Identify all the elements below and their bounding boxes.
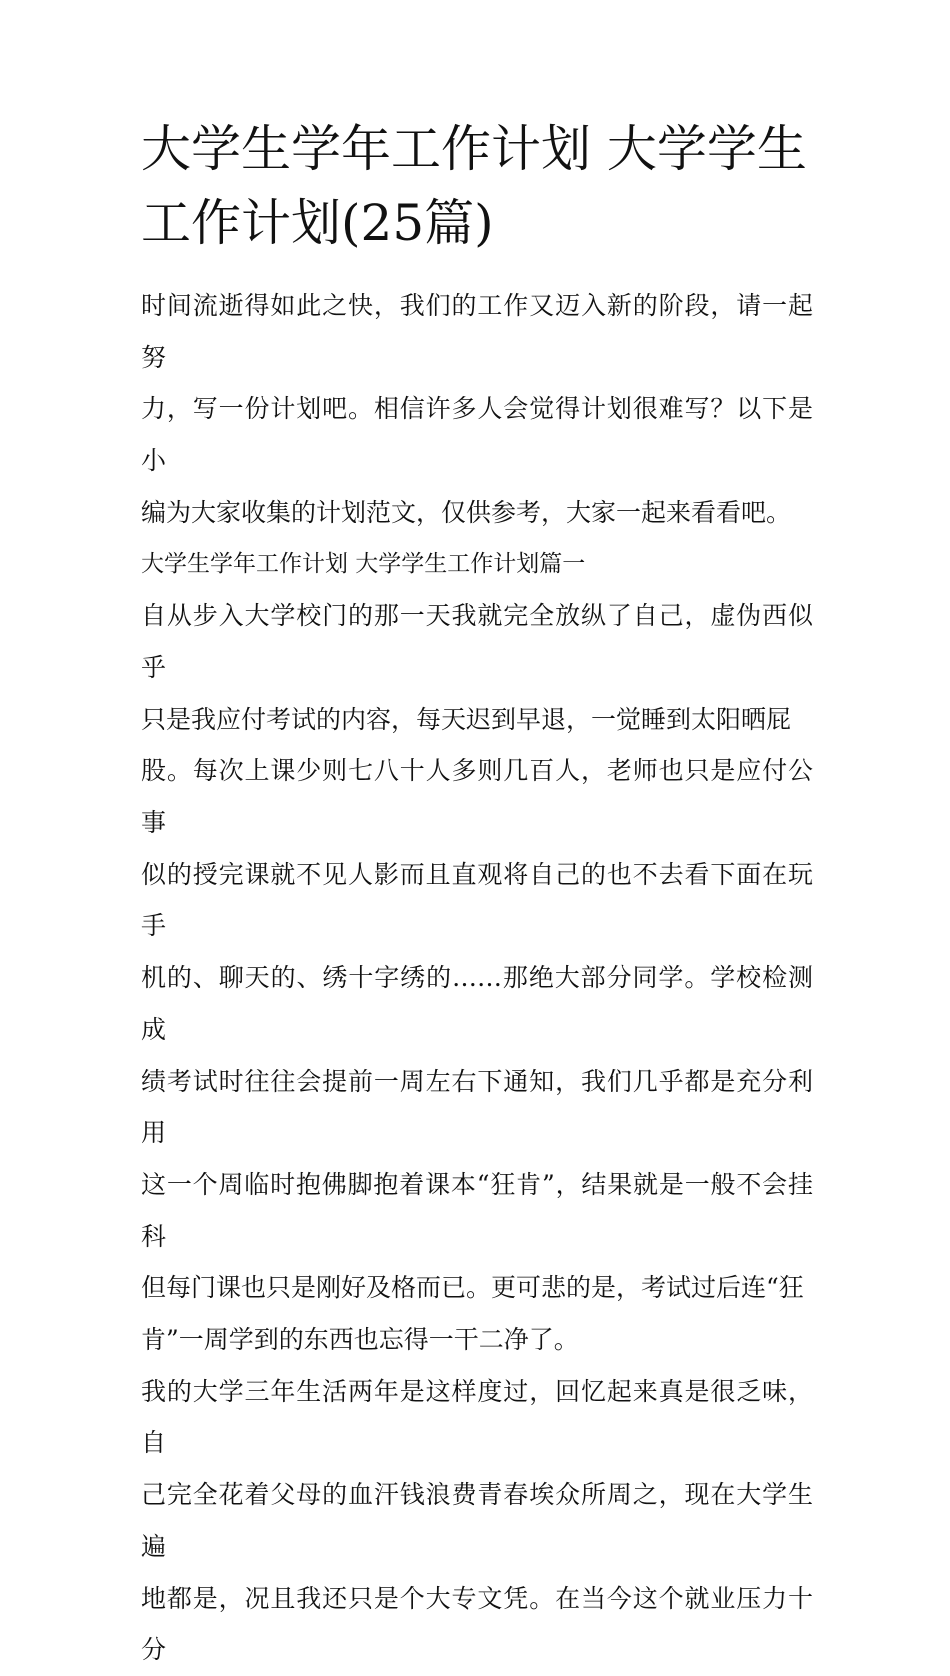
paragraph-line: 绩考试时往往会提前一周左右下通知，我们几乎都是充分利用 — [141, 1066, 813, 1148]
paragraph-line: 机的、聊天的、绣十字绣的……那绝大部分同学。学校检测成 — [141, 963, 813, 1044]
paragraph-line: 我的大学三年生活两年是这样度过，回忆起来真是很乏味，自 — [141, 1376, 813, 1458]
paragraph-line: 肯”一周学到的东西也忘得一干二净了。 — [141, 1325, 579, 1355]
paragraph-line: 似的授完课就不见人影而且直观将自己的也不去看下面在玩手 — [141, 859, 813, 941]
paragraph-line: 时间流逝得如此之快，我们的工作又迈入新的阶段，请一起努 — [141, 291, 813, 372]
paragraph-line: 己完全花着父母的血汗钱浪费青春埃众所周之，现在大学生遍 — [141, 1480, 813, 1561]
paragraph-line: 这一个周临时抱佛脚抱着课本“狂肯”，结果就是一般不会挂科 — [141, 1169, 813, 1251]
paragraph-line: 力，写一份计划吧。相信许多人会觉得计划很难写？以下是小 — [141, 394, 813, 476]
paragraph-line: 但每门课也只是刚好及格而已。更可悲的是，考试过后连“狂 — [141, 1273, 804, 1303]
document-title: 大学生学年工作计划 大学学生工作计划(25篇) — [141, 120, 807, 252]
document-content — [141, 112, 813, 1676]
paragraph-line: 自从步入大学校门的那一天我就完全放纵了自己，虚伪西似乎 — [141, 601, 813, 682]
paragraph-line: 地都是，况且我还只是个大专文凭。在当今这个就业压力十分 — [141, 1583, 813, 1665]
document-body — [141, 280, 813, 1676]
paragraph-line: 股。每次上课少则七八十人多则几百人，老师也只是应付公事 — [141, 756, 813, 838]
section-heading: 大学生学年工作计划 大学学生工作计划篇一 — [141, 550, 586, 577]
paragraph-line: 只是我应付考试的内容，每天迟到早退，一觉睡到太阳晒屁 — [141, 704, 792, 734]
paragraph-line: 编为大家收集的计划范文，仅供参考，大家一起来看看吧。 — [141, 497, 792, 527]
